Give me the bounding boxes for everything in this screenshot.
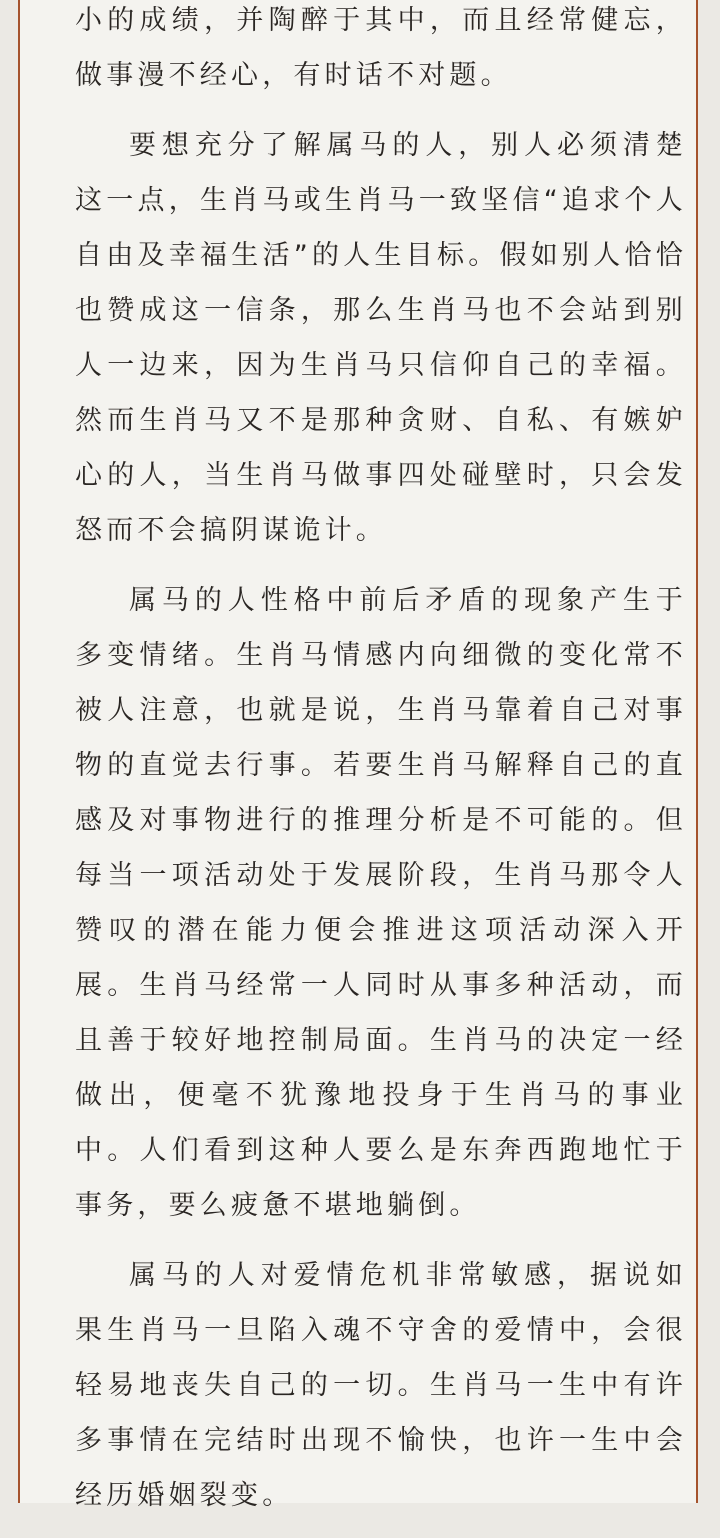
paragraph-3: 属马的人性格中前后矛盾的现象产生于多变情绪。生肖马情感内向细微的变化常不被人注意，也就是说，生肖马靠着自己对事物的直觉去行事。若要生肖马解释自己的直感及对事物进行的推理分析是不可能的。但每当一项活动处于发展阶段，生肖马那令人赞叹的潜在能力便会推进这项活动深入开展。生肖马经常一人同时从事多种活动，而且善于较好地控制局面。生肖马的决定一经做出，便毫不犹豫地投身于生肖马的事业中。人们看到这种人要么是东奔西跑地忙于事务，要么疲惫不堪地躺倒。 — [75, 585, 687, 1221]
page-frame — [18, 0, 698, 1511]
paragraph-1: 小的成绩，并陶醉于其中，而且经常健忘，做事漫不经心，有时话不对题。 — [75, 5, 687, 91]
paragraph-2: 要想充分了解属马的人，别人必须清楚这一点，生肖马或生肖马一致坚信“追求个人自由及幸福生活”的人生目标。假如别人恰恰也赞成这一信条，那么生肖马也不会站到别人一边来，因为生肖马只信仰自己的幸福。然而生肖马又不是那种贪财、自私、有嫉妒心的人，当生肖马做事四处碰壁时，只会发怒而不会搞阴谋诡计。 — [75, 130, 687, 546]
article-body — [75, 0, 687, 1538]
paragraph-4: 属马的人对爱情危机非常敏感，据说如果生肖马一旦陷入魂不守舍的爱情中，会很轻易地丧失自己的一切。生肖马一生中有许多事情在完结时出现不愉快，也许一生中会经历婚姻裂变。 — [75, 1260, 687, 1511]
